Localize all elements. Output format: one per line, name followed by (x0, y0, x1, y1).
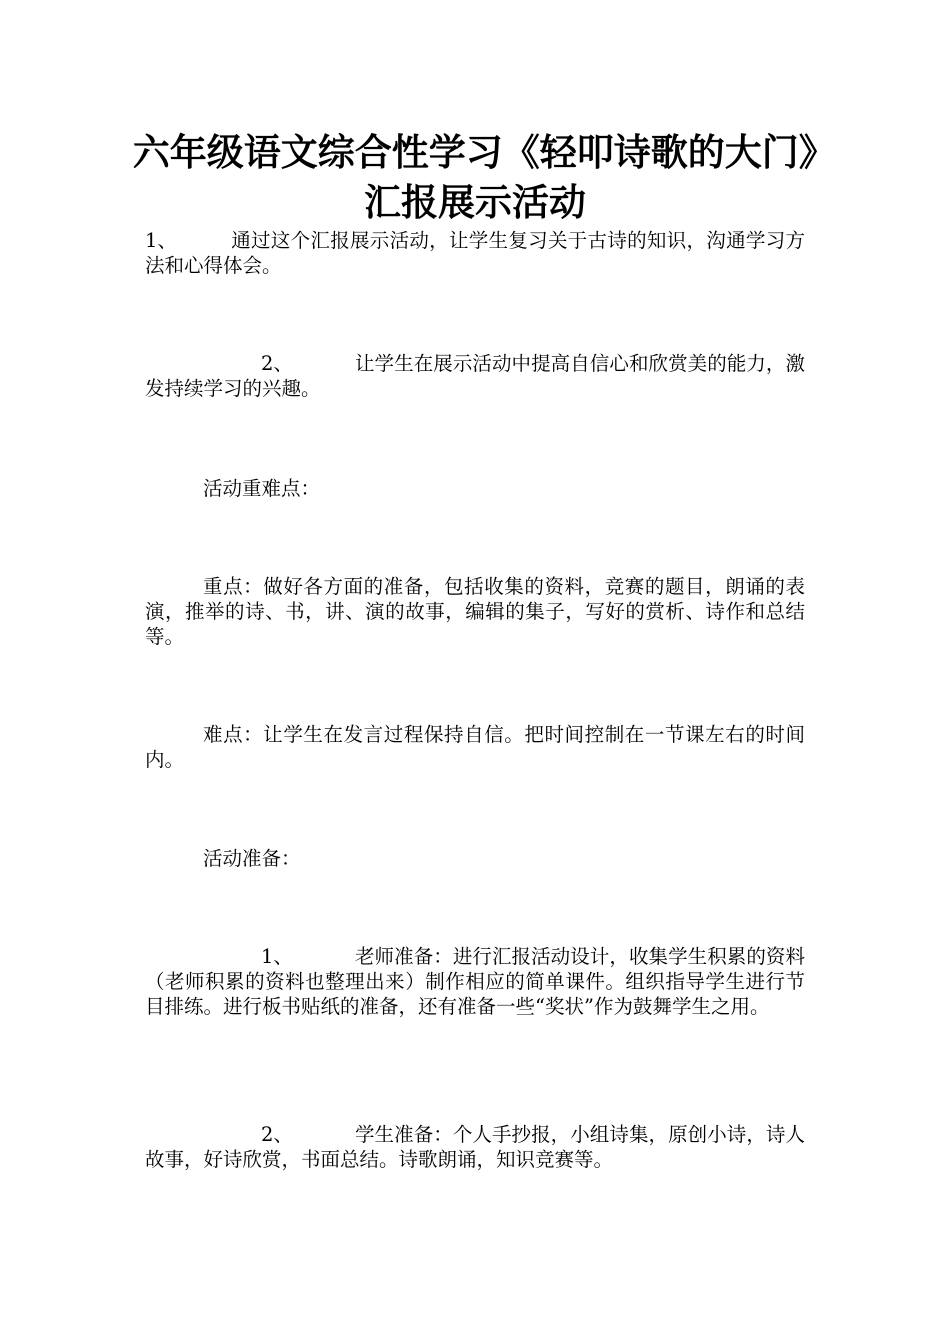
key-points-heading: 活动重难点： (203, 477, 321, 500)
goal-text: 让学生在展示活动中提高自信心和欣赏美的能力，激发持续学习的兴趣。 (145, 352, 805, 400)
goal-number: 2、 (261, 352, 293, 375)
preparation-text: 老师准备：进行汇报活动设计，收集学生积累的资料（老师积累的资料也整理出来）制作相应的简单课件。组织指导学生进行节目排练。进行板书贴纸的准备，还有准备一些“奖状”作为鼓舞学生之用。 (145, 945, 805, 1018)
preparation-number: 1、 (261, 945, 293, 968)
preparation-item-1 (145, 944, 805, 1019)
goal-item-1 (145, 228, 805, 278)
preparation-item-2 (145, 1122, 805, 1172)
goal-item-2 (145, 351, 805, 401)
preparation-text: 学生准备：个人手抄报，小组诗集，原创小诗，诗人故事，好诗欣赏，书面总结。诗歌朗诵，知识竞赛等。 (145, 1123, 805, 1171)
key-point-paragraph: 重点：做好各方面的准备，包括收集的资料，竞赛的题目，朗诵的表演，推举的诗、书，讲、演的故事，编辑的集子，写好的赏析、诗作和总结等。 (145, 575, 805, 648)
goal-number: 1、 (145, 229, 177, 252)
preparation-heading: 活动准备： (203, 847, 301, 870)
document-title: 六年级语文综合性学习《轻叩诗歌的大门》汇报展示活动 (132, 131, 818, 224)
preparation-number: 2、 (261, 1123, 293, 1146)
goal-text: 通过这个汇报展示活动，让学生复习关于古诗的知识，沟通学习方法和心得体会。 (145, 229, 805, 277)
difficulty-paragraph: 难点：让学生在发言过程保持自信。把时间控制在一节课左右的时间内。 (145, 723, 805, 771)
